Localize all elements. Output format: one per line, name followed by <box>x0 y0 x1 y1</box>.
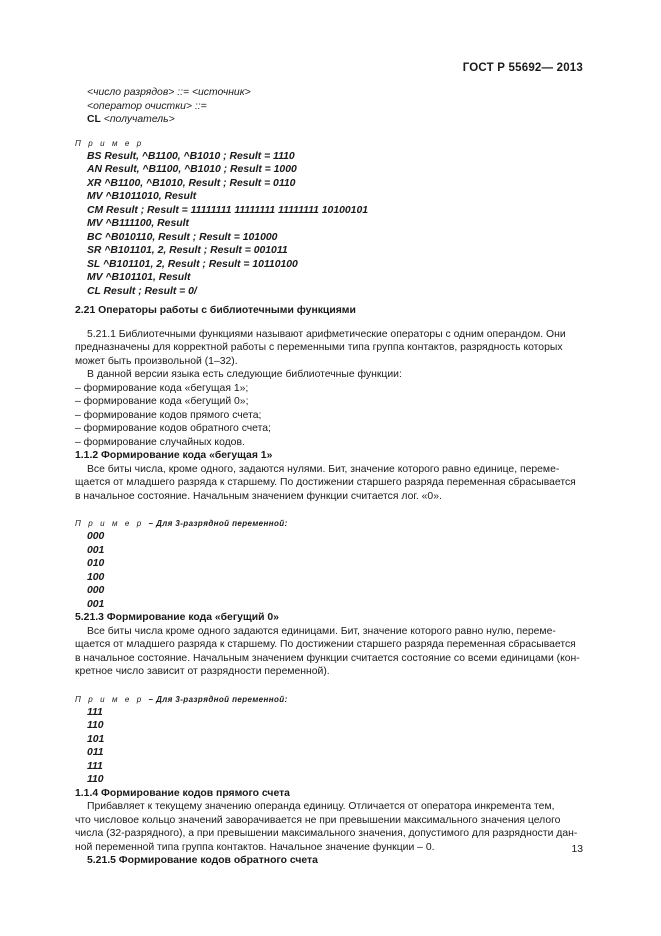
document-code-header: ГОСТ Р 55692— 2013 <box>462 62 583 74</box>
code-line: 110 <box>87 774 104 785</box>
code-sequence <box>75 706 583 787</box>
grammar-line <box>75 113 583 127</box>
grammar-line: <оператор очистки> ::= <box>87 100 207 112</box>
page-content <box>75 86 583 868</box>
grammar-operand: <получатель> <box>103 114 175 125</box>
code-line: 110 <box>87 720 104 731</box>
example-label-text: П р и м е р <box>75 519 144 528</box>
code-line: MV ^B111100, Result <box>87 218 189 229</box>
paragraph-line: В данной версии языка есть следующие библиотечные функции: <box>87 369 402 380</box>
example-note: – Для 3-разрядной переменной: <box>148 694 288 704</box>
code-line: CL Result ; Result = 0/ <box>87 285 197 297</box>
example-label <box>75 517 583 530</box>
code-line: BC ^B010110, Result ; Result = 101000 <box>87 231 278 243</box>
paragraph-line: предназначены для корректной работы с переменными типа группа контактов, разрядность которых <box>75 342 563 353</box>
code-line: SL ^B101101, 2, Result ; Result = 10110100 <box>87 258 298 270</box>
example-label <box>75 693 583 706</box>
paragraph-line: может быть произвольной (1–32). <box>75 355 238 367</box>
code-line: XR ^B1100, ^B1010, Result ; Result = 0110 <box>87 177 296 189</box>
code-line: 100 <box>87 571 105 583</box>
paragraph-line: 5.21.1 Библиотечными функциями называют арифметические операторы с одним операндом. Они <box>87 328 566 340</box>
paragraph-line: что числовое кольцо значений заворачивается не при превышении максимального значения целого <box>75 814 561 826</box>
code-sequence <box>75 530 583 611</box>
example-label-text: П р и м е р <box>75 694 144 704</box>
list-item: – формирование кода «бегущий 0»; <box>75 396 249 407</box>
functions-list <box>75 382 583 450</box>
paragraph-line: в начальное состояние. Начальным значением функции считается лог. «0». <box>75 490 442 502</box>
paragraph-line: Прибавляет к текущему значению операнда единицу. Отличается от оператора инкремента тем, <box>87 801 555 812</box>
code-line: 111 <box>87 706 103 718</box>
section-heading: 1.1.4 Формирование кодов прямого счета <box>75 787 290 799</box>
code-line: SR ^B101101, 2, Result ; Result = 001011 <box>87 245 288 256</box>
paragraph-line: кретное число зависит от разрядности переменной). <box>75 666 330 677</box>
example-label: П р и м е р <box>75 138 144 148</box>
example-note: – Для 3-разрядной переменной: <box>148 519 288 528</box>
list-item: – формирование случайных кодов. <box>75 436 245 448</box>
paragraph-line: щается от младшего разряда к старшему. По достижении старшего разряда переменная сбрасывается <box>75 477 576 488</box>
code-line: 001 <box>87 598 105 610</box>
code-line: 001 <box>87 544 105 556</box>
section-heading: 2.21 Операторы работы с библиотечными функциями <box>75 305 356 316</box>
code-line: MV ^B1011010, Result <box>87 191 197 202</box>
code-line: MV ^B101101, Result <box>87 272 191 283</box>
list-item: – формирование кодов прямого счета; <box>75 409 262 421</box>
paragraph-5-21-1 <box>75 328 583 382</box>
code-line: BS Result, ^B1100, ^B1010 ; Result = 1110 <box>87 150 295 162</box>
paragraph-line: Все биты числа кроме одного задаются единицами. Бит, значение которого равно нулю, переме- <box>87 625 556 637</box>
paragraph-line: в начальное состояние. Начальным значением функции считается состояние со всеми единицами (кон- <box>75 652 580 664</box>
code-line: 111 <box>87 760 103 772</box>
list-item: – формирование кодов обратного счета; <box>75 423 271 434</box>
code-line: AN Result, ^B1100, ^B1010 ; Result = 1000 <box>87 164 297 175</box>
section-heading: 5.21.3 Формирование кода «бегущий 0» <box>75 612 279 623</box>
list-item: – формирование кода «бегущая 1»; <box>75 382 249 394</box>
code-line: 010 <box>87 558 105 569</box>
code-line: CM Result ; Result = 11111111 11111111 11111111 10100101 <box>87 204 369 216</box>
grammar-keyword: CL <box>87 114 101 125</box>
code-line: 101 <box>87 733 105 745</box>
paragraph-line: ной переменной типа группа контактов. Начальное значение функции – 0. <box>75 841 435 853</box>
example-code-block <box>75 150 583 299</box>
section-heading: 1.1.2 Формирование кода «бегущая 1» <box>75 450 273 461</box>
page-number: 13 <box>571 844 583 855</box>
paragraph-line: щается от младшего разряда к старшему. По достижении старшего разряда переменная сбрасывается <box>75 639 576 650</box>
grammar-block <box>75 86 583 127</box>
code-line: 000 <box>87 585 105 596</box>
code-line: 011 <box>87 747 104 758</box>
code-line: 000 <box>87 531 105 542</box>
section-heading: 5.21.5 Формирование кодов обратного счета <box>87 855 318 866</box>
paragraph-line: Все биты числа, кроме одного, задаются нулями. Бит, значение которого равно единице, переме- <box>87 463 560 475</box>
grammar-line: <число разрядов> ::= <источник> <box>87 87 251 98</box>
paragraph-line: числа (32-разрядного), а при превышении максимального значения, допустимого для разрядности дан- <box>75 828 578 839</box>
